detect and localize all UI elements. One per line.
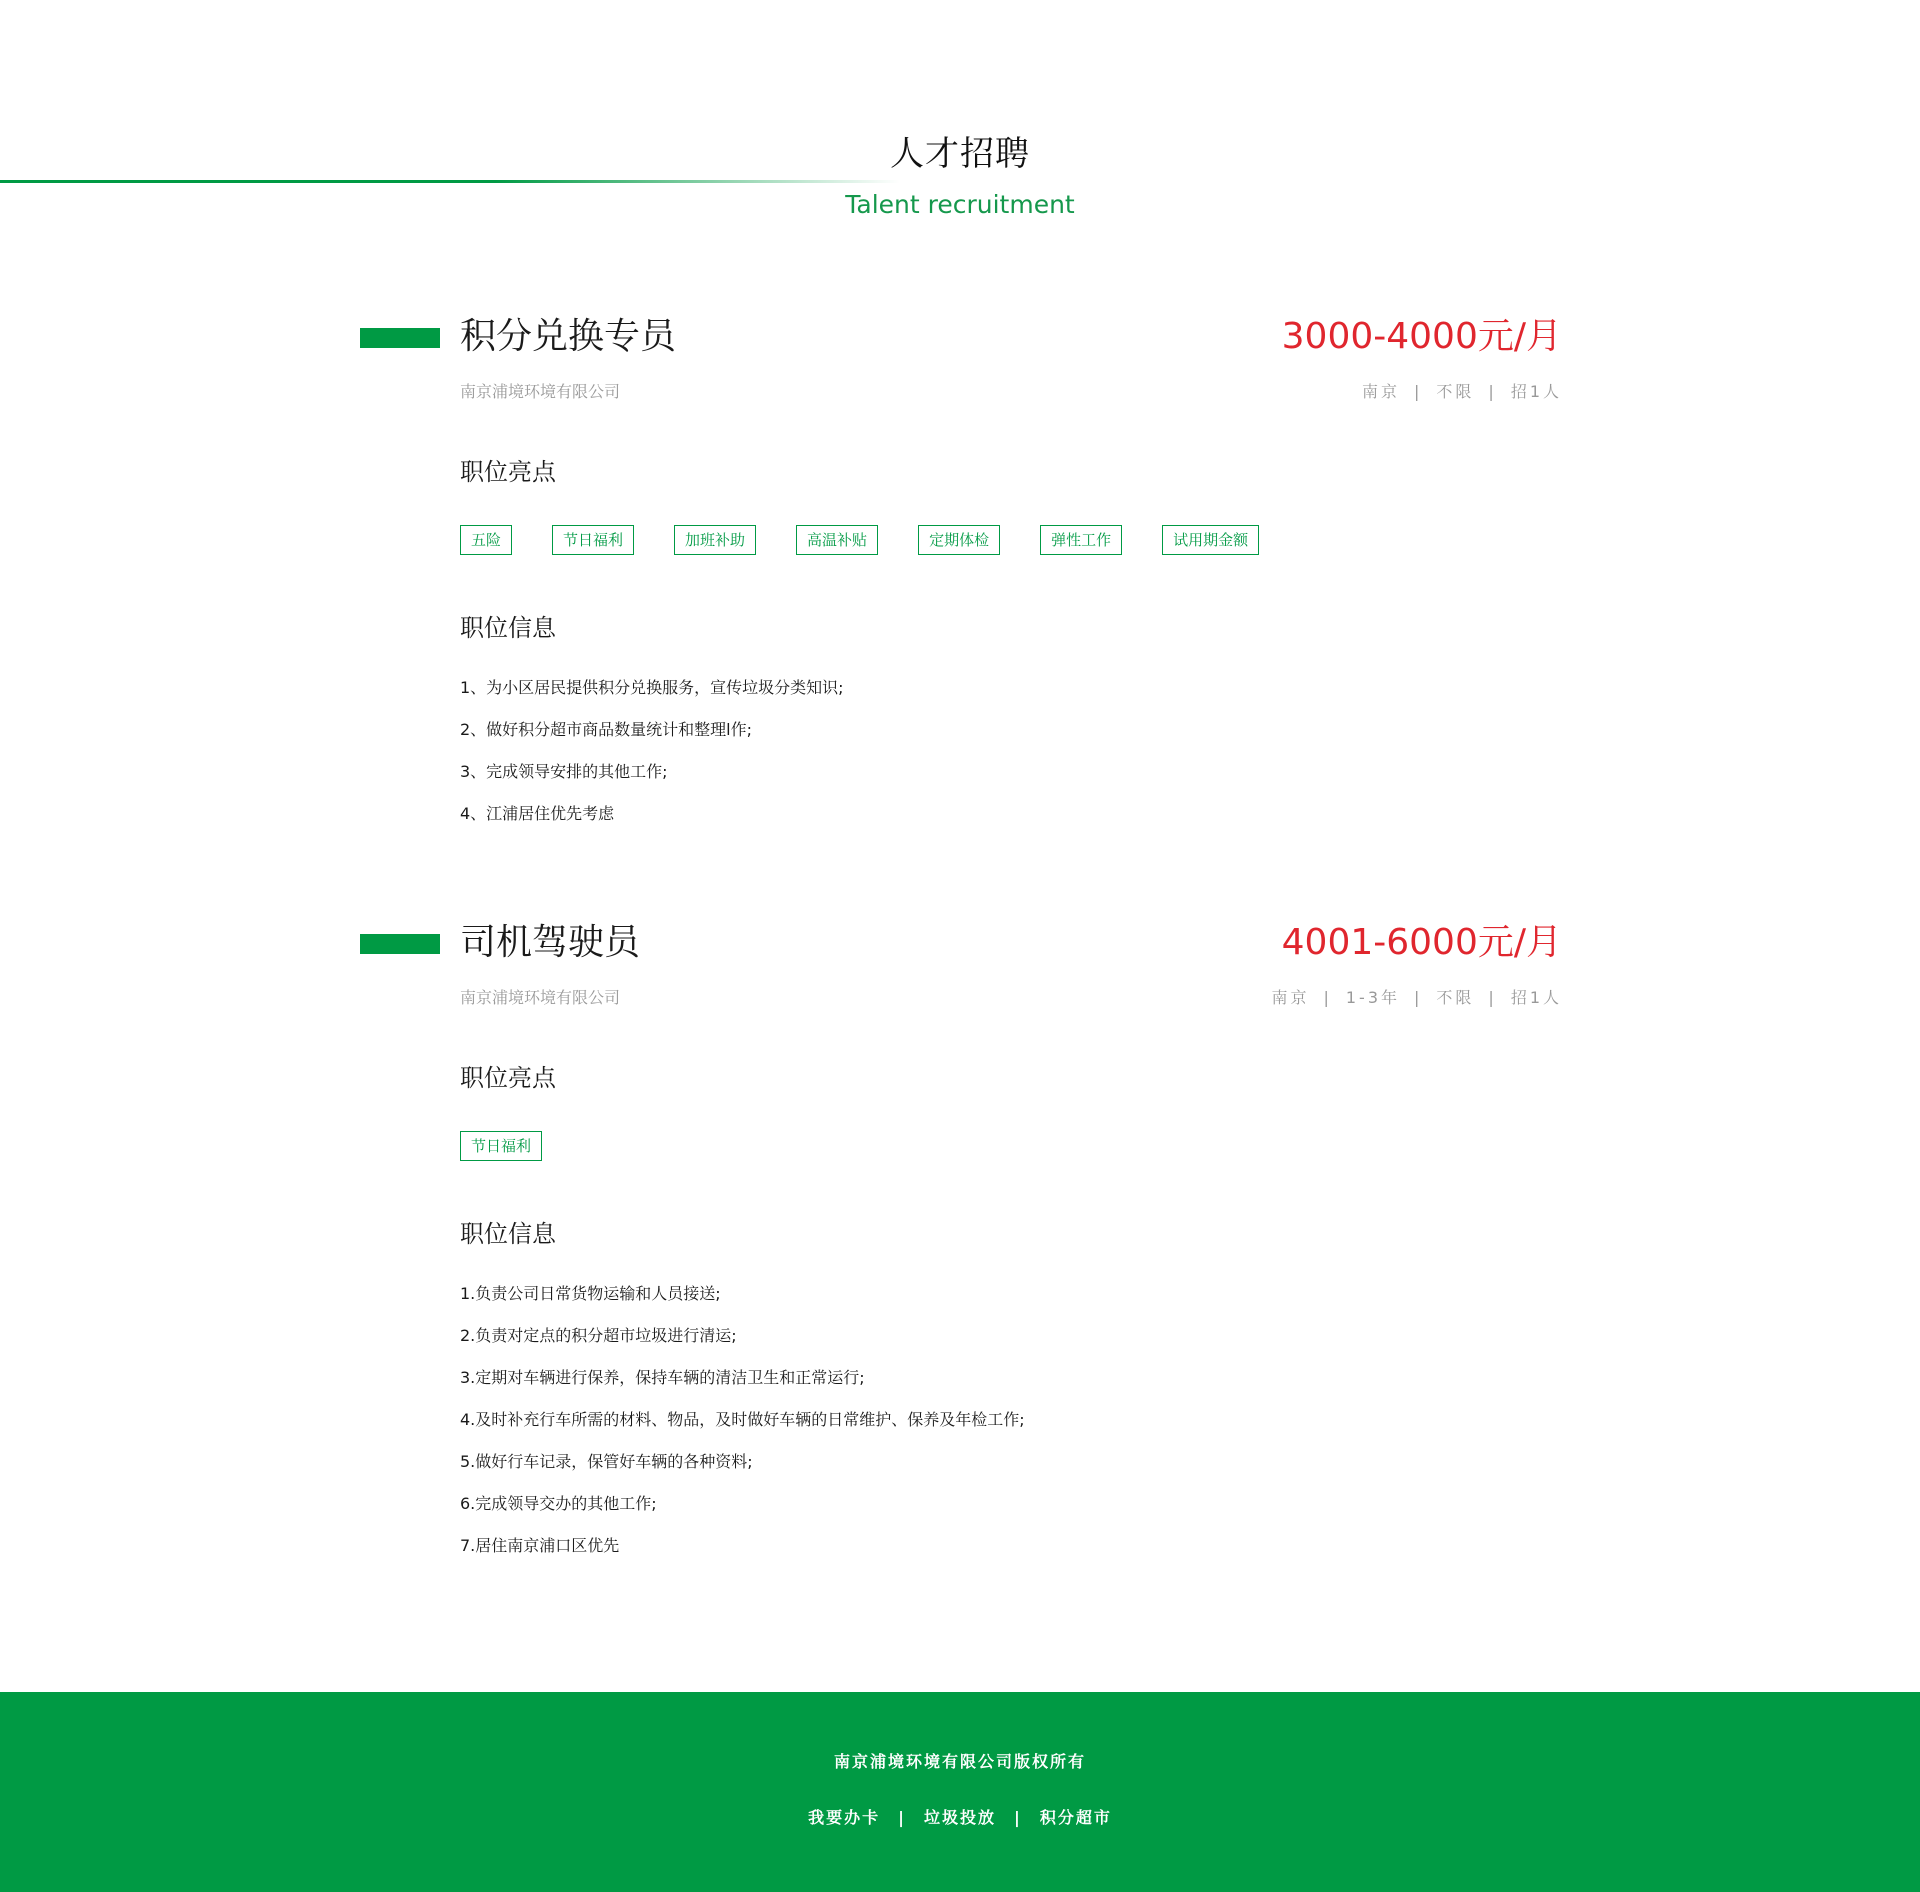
job-salary: 3000-4000元/月 bbox=[1281, 316, 1562, 357]
job-meta-education: 不限 bbox=[1436, 988, 1475, 1007]
job-meta-location: 南京 bbox=[1362, 382, 1401, 401]
job-highlights-heading: 职位亮点 bbox=[460, 458, 556, 486]
job-meta-separator: | bbox=[1323, 988, 1332, 1007]
highlight-tag: 高温补贴 bbox=[796, 525, 878, 555]
header-divider-line bbox=[0, 180, 900, 183]
job-company: 南京浦境环境有限公司 bbox=[460, 988, 621, 1007]
job-accent-bar bbox=[360, 934, 440, 954]
job-description-item: 1.负责公司日常货物运输和人员接送; bbox=[460, 1284, 721, 1303]
highlight-tag: 五险 bbox=[460, 525, 512, 555]
footer-copyright: 南京浦境环境有限公司版权所有 bbox=[833, 1752, 1086, 1771]
job-accent-bar bbox=[360, 328, 440, 348]
highlight-tag: 弹性工作 bbox=[1040, 525, 1122, 555]
footer-links bbox=[0, 1806, 1920, 1830]
job-description-item: 3、完成领导安排的其他工作; bbox=[460, 762, 668, 781]
job-meta-separator: | bbox=[1414, 988, 1423, 1007]
footer-link-points-market[interactable]: 积分超市 bbox=[1039, 1808, 1112, 1827]
job-description-item: 3.定期对车辆进行保养，保持车辆的清洁卫生和正常运行; bbox=[460, 1368, 865, 1387]
job-info-heading: 职位信息 bbox=[460, 1220, 556, 1248]
highlight-tag: 节日福利 bbox=[460, 1131, 542, 1161]
page-subtitle: Talent recruitment bbox=[845, 190, 1075, 219]
footer-link-separator: | bbox=[1014, 1808, 1022, 1827]
job-description-item: 7.居住南京浦口区优先 bbox=[460, 1536, 620, 1555]
page-title: 人才招聘 bbox=[890, 134, 1030, 174]
job-meta-separator: | bbox=[1488, 382, 1497, 401]
job-description-item: 4、江浦居住优先考虑 bbox=[460, 804, 615, 823]
footer-link-separator: | bbox=[898, 1808, 906, 1827]
job-meta-headcount: 招1人 bbox=[1510, 382, 1562, 401]
job-meta-separator: | bbox=[1414, 382, 1423, 401]
job-meta-education: 不限 bbox=[1436, 382, 1475, 401]
job-highlights-heading: 职位亮点 bbox=[460, 1064, 556, 1092]
footer-link-apply-card[interactable]: 我要办卡 bbox=[808, 1808, 881, 1827]
job-description-item: 6.完成领导交办的其他工作; bbox=[460, 1494, 657, 1513]
job-description bbox=[460, 667, 844, 835]
highlight-tag: 试用期金额 bbox=[1162, 525, 1259, 555]
job-info-heading: 职位信息 bbox=[460, 614, 556, 642]
job-salary: 4001-6000元/月 bbox=[1281, 922, 1562, 963]
highlight-tag: 节日福利 bbox=[552, 525, 634, 555]
job-description-item: 4.及时补充行车所需的材料、物品，及时做好车辆的日常维护、保养及年检工作; bbox=[460, 1410, 1025, 1429]
job-description-item: 2.负责对定点的积分超市垃圾进行清运; bbox=[460, 1326, 737, 1345]
job-company: 南京浦境环境有限公司 bbox=[460, 382, 621, 401]
job-highlight-tags bbox=[460, 525, 1259, 555]
job-listing bbox=[360, 906, 1562, 1586]
highlight-tag: 加班补助 bbox=[674, 525, 756, 555]
job-title[interactable]: 司机驾驶员 bbox=[460, 922, 641, 963]
job-meta-experience: 1-3年 bbox=[1345, 988, 1401, 1007]
job-description-item: 2、做好积分超市商品数量统计和整理l作; bbox=[460, 720, 753, 739]
job-highlight-tags bbox=[460, 1131, 542, 1161]
job-description-item: 1、为小区居民提供积分兑换服务，宣传垃圾分类知识; bbox=[460, 678, 844, 697]
job-description-item: 5.做好行车记录，保管好车辆的各种资料; bbox=[460, 1452, 753, 1471]
job-meta-separator: | bbox=[1488, 988, 1497, 1007]
footer-link-garbage-disposal[interactable]: 垃圾投放 bbox=[923, 1808, 996, 1827]
job-meta bbox=[1271, 986, 1562, 1010]
footer bbox=[0, 1692, 1920, 1892]
job-meta-location: 南京 bbox=[1271, 988, 1310, 1007]
highlight-tag: 定期体检 bbox=[918, 525, 1000, 555]
job-meta bbox=[1362, 380, 1562, 404]
job-meta-headcount: 招1人 bbox=[1510, 988, 1562, 1007]
job-title[interactable]: 积分兑换专员 bbox=[460, 316, 677, 357]
job-listing bbox=[360, 300, 1562, 840]
job-description bbox=[460, 1273, 1025, 1567]
